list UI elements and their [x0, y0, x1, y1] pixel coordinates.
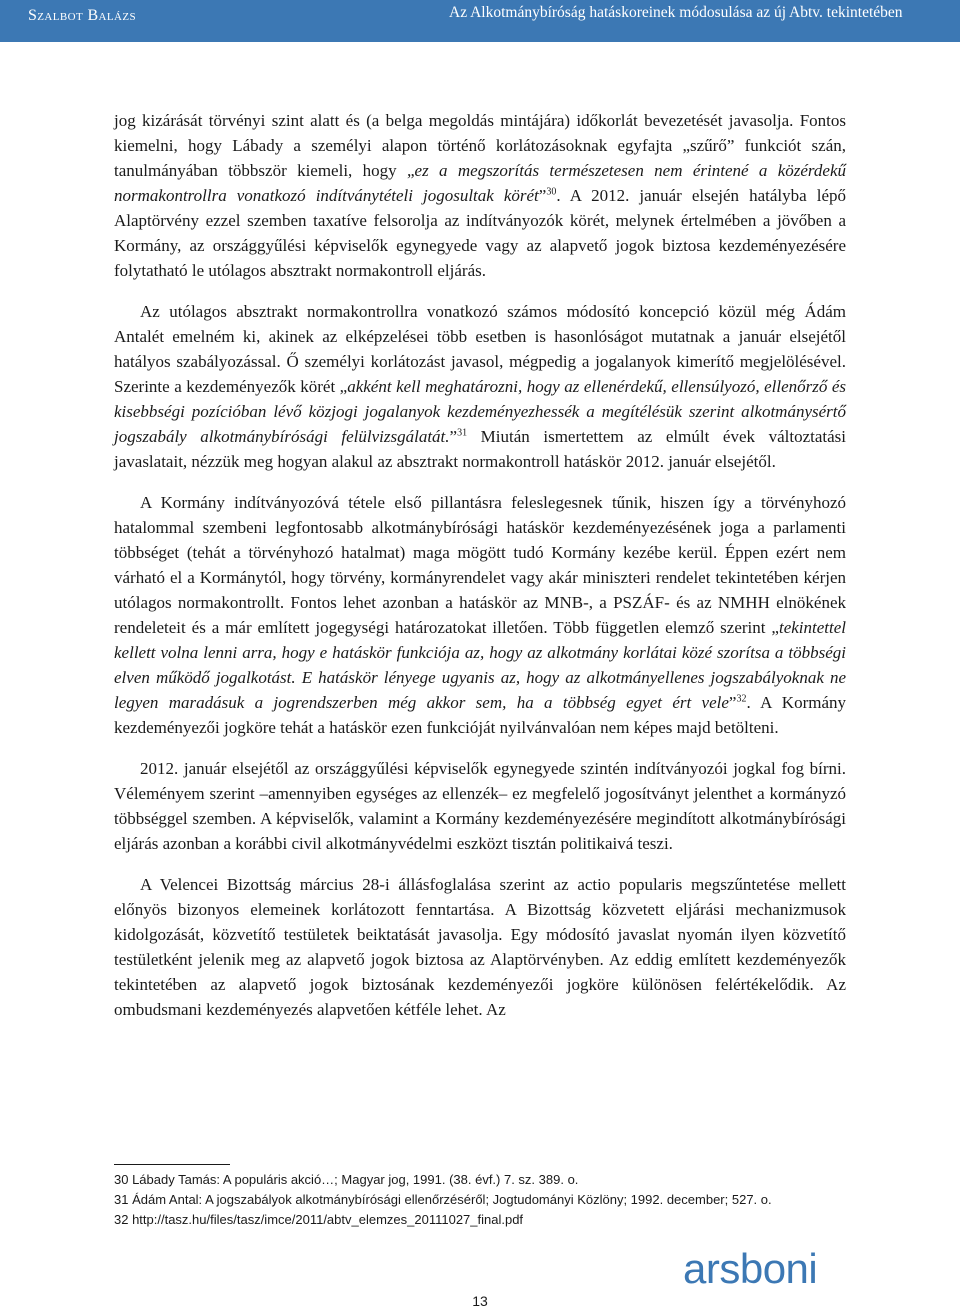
footnote-32[interactable]: 32 http://tasz.hu/files/tasz/imce/2011/abtv_elemzes_20111027_final.pdf: [114, 1212, 524, 1227]
paragraph-5: A Velencei Bizottság március 28-i állásfoglalása szerint az actio popularis megszűntetése mellett előnyös bizonyos elemeinek korlátozott fenntartása. A Bizottság közvetett eljárási mechanizmusok kidolgozását, közvetítő testületek beiktatását javasolja. Egy módosító javaslat nyomán ilyen közvetítő testületként jelenik meg az alapvető jogok biztosa az Alaptörvényben. Az eddig említett kezdeményezők tekintetében az alapvető jogok biztosának kezdeményezői jogköre különösen felértékelődik. Az ombudsmani kezdeményezés alapvetően kétféle lehet. Az: [114, 875, 846, 1019]
page-header: [0, 0, 960, 42]
header-title: Az Alkotmánybíróság hatáskoreinek módosulása az új Abtv. tekintetében: [449, 4, 903, 21]
page-number: 13: [472, 1293, 488, 1309]
p2-part-a: Az utólagos absztrakt normakontrollra vonatkozó számos módosító koncepció közül még Ádám Antalét emelném ki, akinek az elképzelései több esetben is hasonlóságot mutatnak a január elsejétől hatályos szabályozással. Ő személyi korlátozást javasol, mégpedig a jogalanyok kimerítő megjelölésével. Szerinte a kezdeményezők körét „: [114, 302, 846, 396]
p1-part-e: . A 2012. január elsején hatályba lépő Alaptörvény ezzel szemben taxatíve felsorolja az indítványozók körét, melynek értelmében a jövőben a Kormány, az országgyűlési képviselők egynegyede vagy az alapvető jogok biztosa kezdeményezésére folytatható le utólagos absztrakt normakontroll eljárás.: [114, 186, 846, 280]
p1-part-a: jog kizárását törvényi szint alatt és (a belga megoldás mintájára) időkorlát bevezetését javasolja.: [114, 111, 794, 130]
p3-quote: tekintettel kellett volna lenni arra, hogy e hatáskör funkciója az, hogy az alkotmány korlátai közé szorítsa a többségi elven működő jogalkotást. E hatáskör lényege ugyanis az, hogy az alkotmányellenes jogszabályoknak ne legyen maradásuk a jogrendszerben még akkor sem, ha a többség egyet ért vele: [114, 618, 846, 712]
p1-part-b: Fontos kiemelni, hogy Lábady a személyi alapon történő korlátozásoknak egyfajta „szűrő” funkciót szán, tanulmányában többször kiemeli, hogy „: [114, 111, 847, 180]
p1-quote: ez a megszorítás természetesen nem érintené a közérdekű normakontrollra vonatkozó indítványtételi jogosultak körét: [114, 161, 846, 205]
p2-quote-close: ”: [449, 427, 458, 446]
p2-quote: akként kell meghatározni, hogy az ellenérdekű, ellensúlyozó, ellenőrző és kisebbségi pozícióban lévő közjogi jogalanyok kezdeményezhessék a megítélésük szerint alkotmánysértő jogszabály alkotmánybírósági felülvizsgálatát.: [114, 377, 846, 446]
footnote-divider: [114, 1164, 230, 1165]
footnote-ref-30[interactable]: 30: [546, 186, 557, 198]
p3-part-a: A Kormány indítványozóvá tétele első pillantásra feleslegesnek tűnik, hiszen így a törvényhozó hatalommal szembeni legfontosabb alkotmánybírósági hatáskör kezdeményezésének joga a parlamenti többséget (tehát a törvényhozó hatalmat) maga mögött tudó Kormány kezébe kerül. Éppen ezért nem várható el a Kormánytól, hogy törvény, kormányrendelet vagy akár miniszteri rendelet tekintetében kérjen utólagos normakontrollt. Fontos lehet azonban a hatáskör az MNB-, a PSZÁF- és az NMHH elnökének rendeleteit és a már említett jogegységi határozatokat illetően. Több független elemző szerint „: [114, 493, 846, 637]
p3-quote-close: ”: [728, 693, 737, 712]
paragraph-3: [114, 490, 846, 740]
p1-quote-close: ”: [538, 186, 547, 205]
footnote-ref-31[interactable]: 31: [457, 427, 468, 439]
paragraph-4: 2012. január elsejétől az országgyűlési képviselők egynegyede szintén indítványozói jogkal fog bírni. Véleményem szerint –amennyiben egységes az ellenzék– ez megfelelő jogosítványt jelenthet a kormányzó többséggel szemben. A képviselők, valamint a Kormány kezdeményezésére megindított alkotmánybírósági eljárás azonban a korábbi civil alkotmányvédelmi eszközt tisztán politikaivá teszi.: [114, 759, 846, 853]
footnote-ref-32[interactable]: 32: [736, 693, 747, 705]
p2-part-d: Miután ismertettem az elmúlt évek változtatási javaslatait, nézzük meg hogyan alakul az absztrakt normakontroll hatáskör 2012. január elsejétől.: [114, 427, 846, 471]
main-text: [114, 108, 846, 1038]
footnote-30: 30 Lábady Tamás: A populáris akció…; Magyar jog, 1991. (38. évf.) 7. sz. 389. o.: [114, 1172, 579, 1187]
footnote-31: 31 Ádám Antal: A jogszabályok alkotmánybírósági ellenőrzéséről; Jogtudományi Közlöny; 1992. december; 527. o.: [114, 1192, 772, 1207]
p3-part-d: . A Kormány kezdeményezői jogköre tehát a hatáskör ezen funkcióját nyilvánvalóan nem képes majd betölteni.: [114, 693, 847, 737]
header-author: Szalbot Balázs: [28, 7, 136, 24]
arsboni-logo: arsboni: [683, 1245, 818, 1292]
paragraph-2: [114, 299, 846, 474]
paragraph-1: [114, 108, 846, 283]
footnotes: [114, 1170, 846, 1230]
